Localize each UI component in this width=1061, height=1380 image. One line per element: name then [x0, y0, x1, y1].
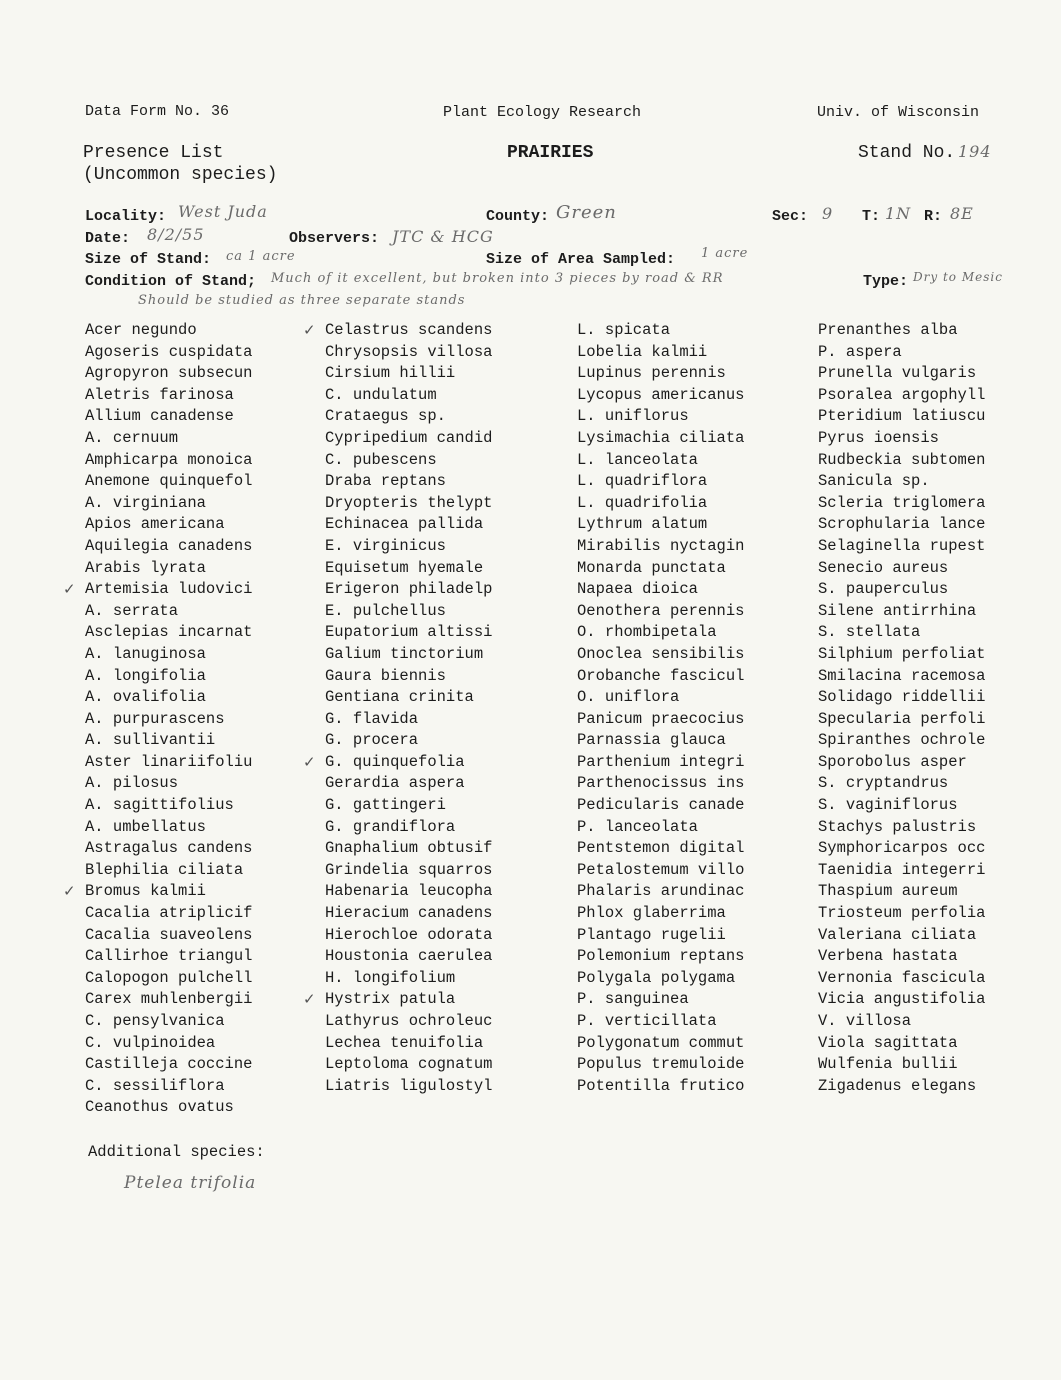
species-column-4 — [818, 320, 985, 1097]
species-item: A. cernuum — [85, 428, 179, 447]
species-item: Mirabilis nyctagin — [577, 536, 745, 555]
county-label: County: — [486, 208, 550, 225]
species-item: Cacalia atriplicif — [85, 904, 253, 923]
species-item: Aquilegia canadens — [85, 536, 253, 555]
species-item: A. purpurascens — [85, 709, 225, 728]
species-item: A. sullivantii — [85, 731, 216, 750]
type-label: Type: — [863, 273, 909, 290]
species-item: P. lanceolata — [577, 817, 698, 836]
species-item: Lathyrus ochroleuc — [325, 1012, 493, 1030]
size-of-stand-value: ca 1 acre — [226, 249, 296, 264]
species-item: O. rhombipetala — [577, 623, 717, 642]
species-item: G. quinquefolia ✓ — [325, 752, 492, 774]
species-item: Dryopteris thelypt — [325, 493, 493, 512]
species-item: Spiranthes ochrole — [818, 731, 986, 750]
species-column-1 — [63, 320, 253, 1119]
species-item: Echinacea pallida — [325, 515, 484, 534]
township-value: 1N — [885, 204, 912, 223]
species-item: Crataegus sp. — [325, 407, 446, 426]
species-item: Triosteum perfolia — [818, 904, 986, 923]
stand-number-label: Stand No. — [858, 143, 956, 163]
condition-value-line1: Much of it excellent, but broken into 3 pieces by road & RR — [271, 271, 724, 286]
species-item: Lythrum alatum — [577, 515, 708, 534]
species-item: L. quadriflora — [577, 472, 708, 491]
species-item: Prenanthes alba — [818, 321, 958, 339]
species-item: A. serrata — [85, 601, 179, 620]
species-item: O. uniflora — [577, 688, 680, 707]
species-item: Bromus kalmii ✓ — [85, 881, 252, 903]
species-item: Houstonia caerulea — [325, 947, 493, 966]
species-item: Symphoricarpos occ — [818, 839, 986, 858]
species-item: A. sagittifolius — [85, 796, 234, 815]
species-item: Habenaria leucopha — [325, 882, 493, 901]
species-item: Agoseris cuspidata — [85, 342, 253, 361]
species-item: L. spicata — [577, 321, 671, 339]
species-item: Sanicula sp. — [818, 472, 930, 491]
species-item: Equisetum hyemale — [325, 558, 484, 577]
species-item: Solidago riddellii — [818, 688, 986, 707]
list-subtitle: (Uncommon species) — [83, 165, 278, 185]
species-item: Sporobolus asper — [818, 752, 967, 771]
species-item: G. flavida — [325, 709, 419, 728]
species-item: Panicum praecocius — [577, 709, 745, 728]
range-label: R: — [924, 208, 943, 225]
species-item: Taenidia integerri — [818, 860, 986, 879]
species-item: Agropyron subsecun — [85, 364, 253, 383]
check-mark-icon: ✓ — [63, 882, 76, 901]
species-item: V. villosa — [818, 1012, 912, 1030]
size-of-area-label: Size of Area Sampled: — [486, 251, 676, 268]
species-item: Draba reptans — [325, 472, 446, 491]
species-item: Petalostemum villo — [577, 860, 745, 879]
species-item: Verbena hastata — [818, 947, 958, 966]
species-item: Arabis lyrata — [85, 558, 206, 577]
species-item: C. pensylvanica — [85, 1012, 225, 1030]
species-column-2 — [303, 320, 493, 1097]
species-item: Cirsium hillii — [325, 364, 456, 383]
species-item: Parthenocissus ins — [577, 774, 745, 793]
species-item: C. sessiliflora — [85, 1076, 225, 1095]
species-item: Scrophularia lance — [818, 515, 986, 534]
species-item: Galium tinctorium — [325, 644, 484, 663]
species-item: Polygonatum commut — [577, 1033, 745, 1052]
locality-value: West Juda — [178, 202, 268, 221]
prairies-heading: PRAIRIES — [507, 143, 594, 163]
check-mark-icon: ✓ — [303, 752, 316, 771]
species-item: Pteridium latiuscu — [818, 407, 986, 426]
species-item: Smilacina racemosa — [818, 666, 986, 685]
species-item: C. undulatum — [325, 385, 437, 404]
species-item: Grindelia squarros — [325, 860, 493, 879]
species-item: Calopogon pulchell — [85, 968, 253, 987]
species-item: Phalaris arundinac — [577, 882, 745, 901]
species-item: Gerardia aspera — [325, 774, 465, 793]
species-item: Chrysopsis villosa — [325, 342, 493, 361]
species-item: Rudbeckia subtomen — [818, 450, 986, 469]
species-item: Pedicularis canade — [577, 796, 745, 815]
species-item: S. pauperculus — [818, 580, 949, 599]
sec-label: Sec: — [772, 208, 809, 225]
species-item: Lupinus perennis — [577, 364, 726, 383]
species-item: Eupatorium altissi — [325, 623, 493, 642]
condition-label: Condition of Stand; — [85, 273, 257, 290]
date-label: Date: — [85, 230, 131, 247]
species-item: P. verticillata — [577, 1012, 717, 1030]
species-item: Parnassia glauca — [577, 731, 726, 750]
species-item: Allium canadense — [85, 407, 234, 426]
size-of-stand-label: Size of Stand: — [85, 251, 212, 268]
species-item: Aster linariifoliu — [85, 752, 253, 771]
species-item: Silene antirrhina — [818, 601, 977, 620]
species-item: Artemisia ludovici ✓ — [85, 579, 252, 601]
species-item: Amphicarpa monoica — [85, 450, 253, 469]
check-mark-icon: ✓ — [63, 580, 76, 599]
list-title: Presence List — [83, 143, 224, 163]
species-item: Blephilia ciliata — [85, 860, 244, 879]
species-item: Cacalia suaveolens — [85, 925, 253, 944]
species-item: Astragalus candens — [85, 839, 253, 858]
species-item: S. stellata — [818, 623, 921, 642]
species-item: A. longifolia — [85, 666, 206, 685]
species-item: L. lanceolata — [577, 450, 698, 469]
species-column-3 — [577, 320, 744, 1097]
species-item: G. procera — [325, 731, 419, 750]
species-item: Hieracium canadens — [325, 904, 493, 923]
form-number: Data Form No. 36 — [85, 103, 230, 120]
species-item: C. vulpinoidea — [85, 1033, 216, 1052]
species-item: H. longifolium — [325, 968, 456, 987]
species-item: L. uniflorus — [577, 407, 689, 426]
species-item: Oenothera perennis — [577, 601, 745, 620]
species-item: Gaura biennis — [325, 666, 446, 685]
species-item: Carex muhlenbergii — [85, 990, 253, 1009]
species-item: Pentstemon digital — [577, 839, 745, 858]
species-item: A. virginiana — [85, 493, 206, 512]
species-item: Vicia angustifolia — [818, 990, 986, 1009]
size-of-area-value: 1 acre — [701, 246, 749, 261]
organization: Plant Ecology Research — [443, 104, 642, 121]
species-item: Prunella vulgaris — [818, 364, 977, 383]
species-item: Lycopus americanus — [577, 385, 745, 404]
species-item: G. grandiflora — [325, 817, 456, 836]
check-mark-icon: ✓ — [303, 990, 316, 1009]
species-item: Selaginella rupest — [818, 536, 986, 555]
species-item: P. aspera — [818, 342, 902, 361]
species-item: Leptoloma cognatum — [325, 1055, 493, 1074]
species-item: Aletris farinosa — [85, 385, 234, 404]
stand-number-value: 194 — [958, 142, 992, 161]
species-item: Hierochloe odorata — [325, 925, 493, 944]
species-item: Celastrus scandens ✓ — [325, 320, 492, 342]
species-item: Anemone quinquefol — [85, 472, 253, 491]
species-item: Ceanothus ovatus — [85, 1098, 234, 1117]
species-item: Viola sagittata — [818, 1033, 958, 1052]
species-item: E. pulchellus — [325, 601, 446, 620]
species-item: Callirhoe triangul — [85, 947, 253, 966]
university: Univ. of Wisconsin — [817, 104, 980, 121]
species-item: S. cryptandrus — [818, 774, 949, 793]
county-value: Green — [556, 202, 617, 223]
range-value: 8E — [950, 204, 974, 223]
species-item: G. gattingeri — [325, 796, 446, 815]
species-item: A. pilosus — [85, 774, 179, 793]
species-item: Valeriana ciliata — [818, 925, 977, 944]
species-item: L. quadrifolia — [577, 493, 708, 512]
species-item: Hystrix patula ✓ — [325, 989, 492, 1011]
species-item: Specularia perfoli — [818, 709, 986, 728]
species-item: Polygala polygama — [577, 968, 736, 987]
species-item: Zigadenus elegans — [818, 1076, 977, 1095]
species-item: Lobelia kalmii — [577, 342, 708, 361]
species-item: Lechea tenuifolia — [325, 1033, 484, 1052]
date-value: 8/2/55 — [147, 225, 205, 244]
species-item: Erigeron philadelp — [325, 580, 493, 599]
species-item: Lysimachia ciliata — [577, 428, 745, 447]
species-item: Gentiana crinita — [325, 688, 474, 707]
condition-value-line2: Should be studied as three separate stands — [138, 293, 466, 308]
species-item: Onoclea sensibilis — [577, 644, 745, 663]
observers-value: JTC & HCG — [392, 227, 494, 246]
township-label: T: — [862, 208, 881, 225]
species-item: C. pubescens — [325, 450, 437, 469]
observers-label: Observers: — [289, 230, 380, 247]
species-item: Stachys palustris — [818, 817, 977, 836]
species-item: Psoralea argophyll — [818, 385, 986, 404]
species-item: P. sanguinea — [577, 990, 689, 1009]
species-item: Apios americana — [85, 515, 225, 534]
species-item: Castilleja coccine — [85, 1055, 253, 1074]
species-item: S. vaginiflorus — [818, 796, 958, 815]
species-item: Gnaphalium obtusif — [325, 839, 493, 858]
species-item: Thaspium aureum — [818, 882, 958, 901]
species-item: Parthenium integri — [577, 752, 745, 771]
additional-species-value: Ptelea trifolia — [124, 1173, 257, 1193]
species-item: Phlox glaberrima — [577, 904, 726, 923]
species-item: A. lanuginosa — [85, 644, 206, 663]
species-item: Napaea dioica — [577, 580, 698, 599]
species-item: Liatris ligulostyl — [325, 1076, 493, 1095]
species-item: Asclepias incarnat — [85, 623, 253, 642]
species-item: Orobanche fascicul — [577, 666, 745, 685]
species-item: Monarda punctata — [577, 558, 726, 577]
species-item: Wulfenia bullii — [818, 1055, 958, 1074]
species-item: Plantago rugelii — [577, 925, 726, 944]
species-item: Vernonia fascicula — [818, 968, 986, 987]
type-value: Dry to Mesic — [913, 270, 1003, 284]
species-item: Pyrus ioensis — [818, 428, 939, 447]
check-mark-icon: ✓ — [303, 321, 316, 339]
species-item: Populus tremuloide — [577, 1055, 745, 1074]
species-item: Potentilla frutico — [577, 1076, 745, 1095]
species-item: Acer negundo — [85, 321, 197, 339]
species-item: Scleria triglomera — [818, 493, 986, 512]
species-item: A. ovalifolia — [85, 688, 206, 707]
species-item: E. virginicus — [325, 536, 446, 555]
species-item: Silphium perfoliat — [818, 644, 986, 663]
species-item: Senecio aureus — [818, 558, 949, 577]
species-item: Polemonium reptans — [577, 947, 745, 966]
additional-species-label: Additional species: — [88, 1143, 265, 1161]
sec-value: 9 — [822, 204, 834, 223]
locality-label: Locality: — [85, 208, 167, 225]
species-item: Cypripedium candid — [325, 428, 493, 447]
species-item: A. umbellatus — [85, 817, 206, 836]
